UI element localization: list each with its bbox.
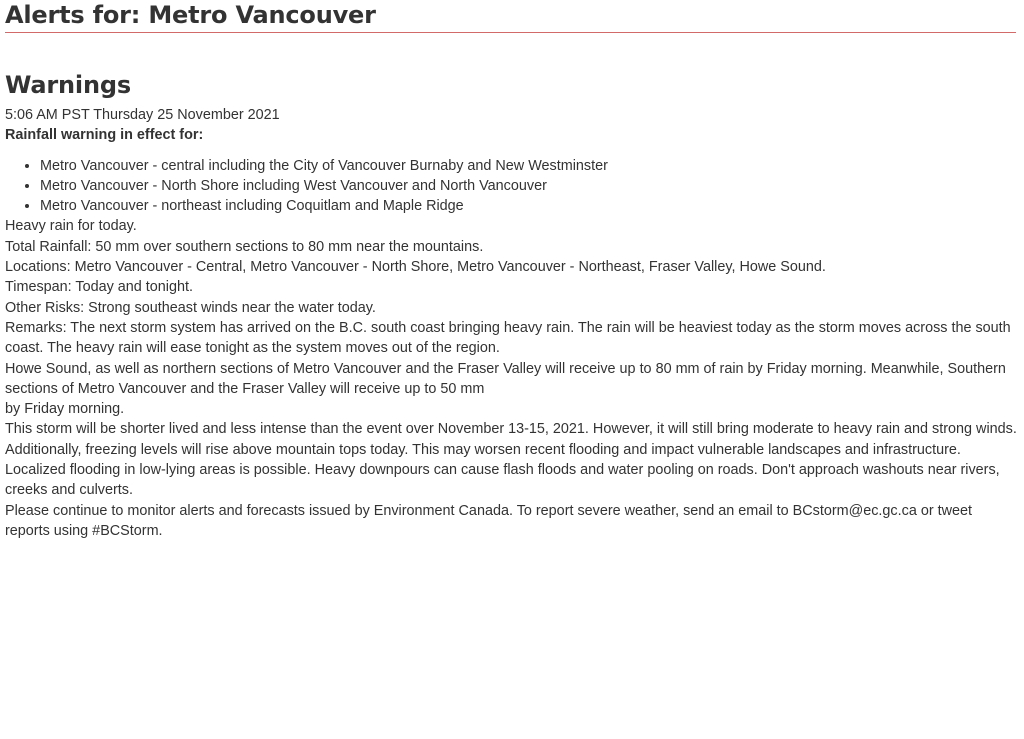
region-item-north-shore: • Metro Vancouver - North Shore including West Vancouver and North Vancouver [40, 176, 1019, 196]
flooding-text: Localized flooding in low-lying areas is possible. Heavy downpours can cause flash floods and water pooling on roads. Don't approach washouts near rivers, creeks and culverts. [5, 462, 1000, 499]
warnings-heading: Warnings [5, 71, 131, 99]
total-rainfall-text: Total Rainfall: 50 mm over southern sections to 80 mm near the mountains. [5, 238, 484, 255]
timespan-text: Timespan: Today and tonight. [5, 279, 193, 296]
other-risks-text: Other Risks: Strong southeast winds near the water today. [5, 299, 376, 316]
contact-text: Please continue to monitor alerts and forecasts issued by Environment Canada. To report severe weather, send an email to BCstorm@ec.gc.ca or tweet reports using #BCStorm. [5, 502, 973, 539]
locations-text: Locations: Metro Vancouver - Central, Metro Vancouver - North Shore, Metro Vancouver - Northeast, Fraser Valley, Howe Sound. [5, 259, 826, 276]
title-divider [5, 32, 1016, 33]
howe-sound-line-2: by Friday morning. [5, 401, 125, 418]
howe-sound-line-1: Howe Sound, as well as northern sections of Metro Vancouver and the Fraser Valley will receive up to 80 mm of rain by Friday morning. Meanwhile, Southern sections of Metro Vancouver and the Fraser Valley will receive up to 50 mm [5, 360, 1006, 397]
region-item-central: • Metro Vancouver - central including the City of Vancouver Burnaby and New Westminster [40, 156, 1019, 176]
issued-timestamp: 5:06 AM PST Thursday 25 November 2021 [5, 107, 280, 123]
region-list [5, 156, 1019, 217]
howe-sound-text [5, 359, 1019, 420]
storm-comparison-text: This storm will be shorter lived and less intense than the event over November 13-15, 2021. However, it will still bring moderate to heavy rain and strong winds. Additionally, freezing levels will rise above mountain tops today. This may worsen recent flooding and impact vulnerable landscapes and infrastructure. [5, 421, 1017, 458]
region-item-northeast: • Metro Vancouver - northeast including Coquitlam and Maple Ridge [40, 196, 1019, 216]
warning-headline: Rainfall warning in effect for: [5, 127, 204, 144]
summary-text: Heavy rain for today. [5, 218, 137, 235]
page-title: Alerts for: Metro Vancouver [5, 1, 376, 29]
remarks-text: Remarks: The next storm system has arrived on the B.C. south coast bringing heavy rain. The rain will be heaviest today as the storm moves across the south coast. The heavy rain will ease tonight as the system moves out of the region. [5, 319, 1011, 357]
